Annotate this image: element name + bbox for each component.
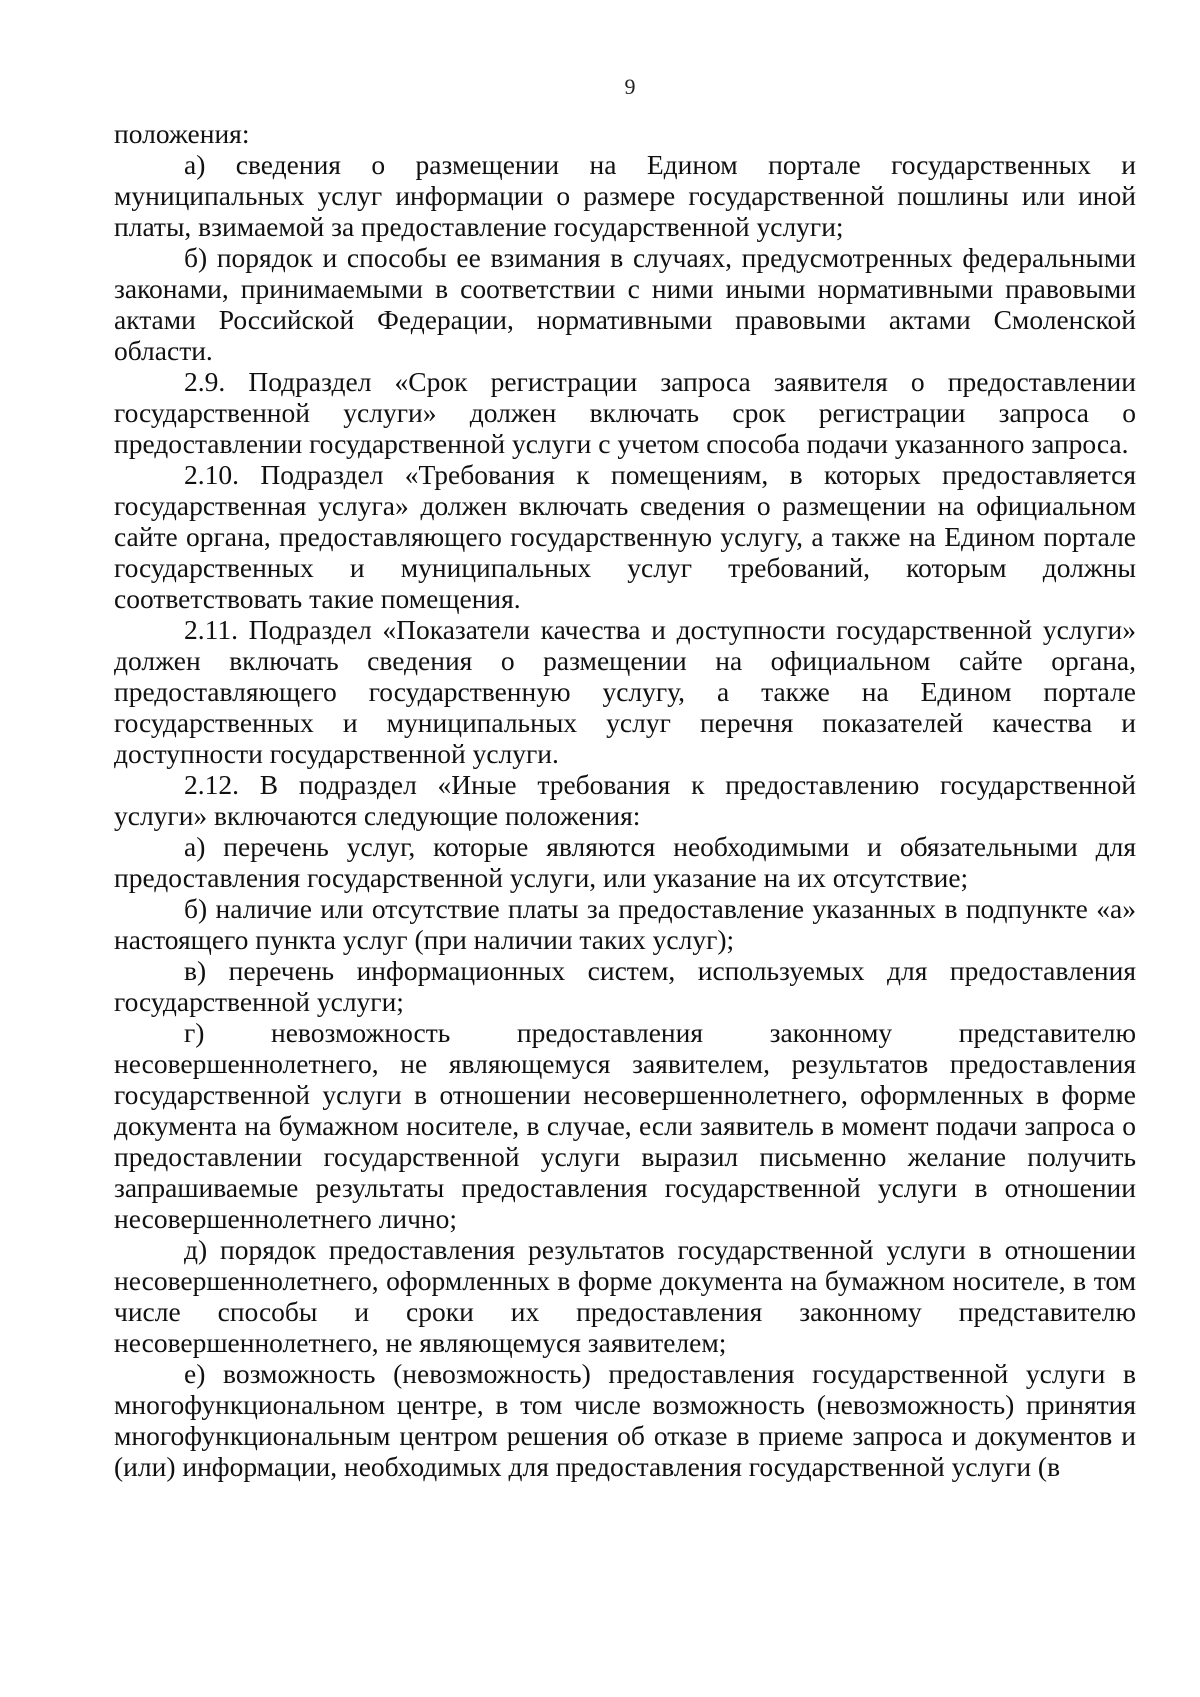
document-body bbox=[114, 118, 1136, 1482]
paragraph: а) сведения о размещении на Едином портале государственных и муниципальных услуг информации о размере государственной пошлины или иной платы, взимаемой за предоставление государственной услуги; bbox=[114, 149, 1136, 242]
paragraph: 2.12. В подраздел «Иные требования к предоставлению государственной услуги» включаются следующие положения: bbox=[114, 769, 1136, 831]
paragraph: а) перечень услуг, которые являются необходимыми и обязательными для предоставления государственной услуги, или указание на их отсутствие; bbox=[114, 831, 1136, 893]
paragraph: положения: bbox=[114, 118, 250, 149]
paragraph: д) порядок предоставления результатов государственной услуги в отношении несовершеннолетнего, оформленных в форме документа на бумажном носителе, в том числе способы и сроки их предоставления законному представителю несовершеннолетнего, не являющемуся заявителем; bbox=[114, 1234, 1136, 1358]
paragraph: г) невозможность предоставления законному представителю несовершеннолетнего, не являющемуся заявителем, результатов предоставления государственной услуги в отношении несовершеннолетнего, оформленных в форме документа на бумажном носителе, в случае, если заявитель в момент подачи запроса о предоставлении государственной услуги выразил письменно желание получить запрашиваемые результаты предоставления государственной услуги в отношении несовершеннолетнего лично; bbox=[114, 1017, 1136, 1234]
paragraph: б) наличие или отсутствие платы за предоставление указанных в подпункте «а» настоящего пункта услуг (при наличии таких услуг); bbox=[114, 893, 1136, 955]
page-number: 9 bbox=[624, 74, 636, 99]
paragraph: 2.10. Подраздел «Требования к помещениям, в которых предоставляется государственная услуга» должен включать сведения о размещении на официальном сайте органа, предоставляющего государственную услугу, а также на Едином портале государственных и муниципальных услуг требований, которым должны соответствовать такие помещения. bbox=[114, 459, 1136, 614]
paragraph: 2.11. Подраздел «Показатели качества и доступности государственной услуги» должен включать сведения о размещении на официальном сайте органа, предоставляющего государственную услугу, а также на Едином портале государственных и муниципальных услуг перечня показателей качества и доступности государственной услуги. bbox=[114, 614, 1136, 769]
paragraph: 2.9. Подраздел «Срок регистрации запроса заявителя о предоставлении государственной услуги» должен включать срок регистрации запроса о предоставлении государственной услуги с учетом способа подачи указанного запроса. bbox=[114, 366, 1136, 459]
paragraph: е) возможность (невозможность) предоставления государственной услуги в многофункциональном центре, в том числе возможность (невозможность) принятия многофункциональным центром решения об отказе в приеме запроса и документов и (или) информации, необходимых для предоставления государственной услуги (в bbox=[114, 1358, 1136, 1482]
paragraph: б) порядок и способы ее взимания в случаях, предусмотренных федеральными законами, принимаемыми в соответствии с ними иными нормативными правовыми актами Российской Федерации, нормативными правовыми актами Смоленской области. bbox=[114, 242, 1136, 366]
paragraph: в) перечень информационных систем, используемых для предоставления государственной услуги; bbox=[114, 955, 1136, 1017]
